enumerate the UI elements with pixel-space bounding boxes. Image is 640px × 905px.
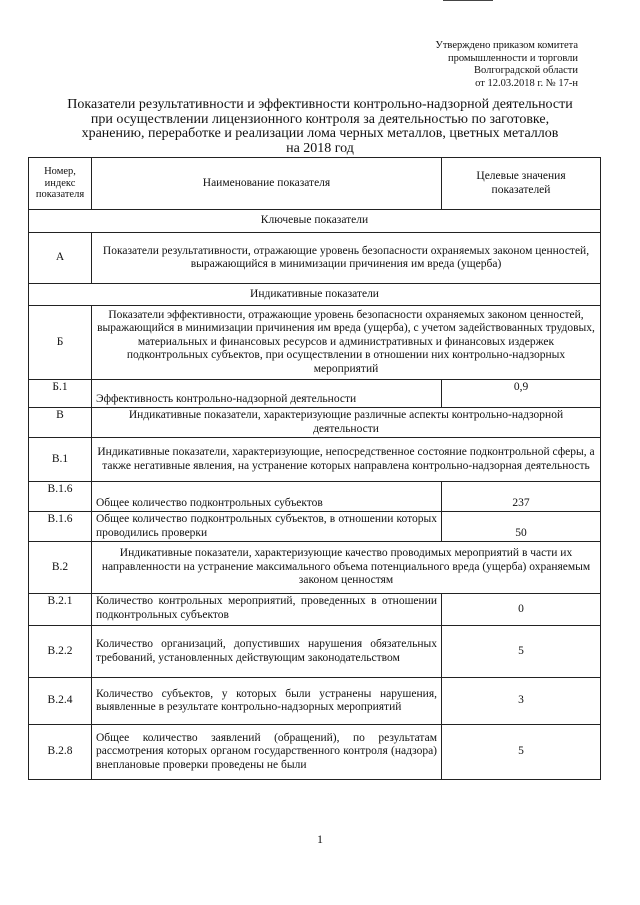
section-row <box>29 210 601 233</box>
row-index: В.1.6 <box>29 512 92 542</box>
row-index: В.2.4 <box>29 678 92 725</box>
approval-line: от 12.03.2018 г. № 17-н <box>475 77 578 89</box>
row-index: В.2 <box>29 542 92 594</box>
page-number: 1 <box>317 832 323 846</box>
row-name: Индикативные показатели, характеризующие различные аспекты контрольно-надзорной деятельности <box>92 408 601 438</box>
row-name: Показатели эффективности, отражающие уровень безопасности охраняемых законом ценностей, выражающийся в минимизации причинения им вреда (ущерба), с учетом задействованных трудовых, материальных и финансовых ресурсов и административных и финансовых издержек подконтрольных субъектов, при осуществлении в отношении них контрольно-надзорных мероприятий <box>92 306 601 380</box>
row-name: Показатели результативности, отражающие уровень безопасности охраняемых законом ценностей, выражающийся в минимизации причинения им вреда (ущерба) <box>92 233 601 284</box>
header-index: Номер, индекс показателя <box>29 158 92 210</box>
document-title <box>20 98 620 156</box>
table-row <box>29 438 601 482</box>
section-key-title: Ключевые показатели <box>29 210 601 233</box>
table-row <box>29 626 601 678</box>
row-name: Количество организаций, допустивших нарушения обязательных требований, установленных действующим законодательством <box>92 626 442 678</box>
table-row <box>29 542 601 594</box>
row-name: Количество субъектов, у которых были устранены нарушения, выявленные в результате контрольно-надзорных мероприятий <box>92 678 442 725</box>
table-row <box>29 380 601 408</box>
title-line: при осуществлении лицензионного контроля за деятельностью по заготовке, <box>90 111 550 127</box>
table-header-row <box>29 158 601 210</box>
row-index: Б <box>29 306 92 380</box>
row-name: Эффективность контрольно-надзорной деятельности <box>92 380 442 408</box>
approval-stamp-text <box>378 40 578 90</box>
row-index: А <box>29 233 92 284</box>
title-line: хранению, переработке и реализации лома черных металлов, цветных металлов <box>81 126 559 141</box>
approval-line: промышленности и торговли <box>447 52 578 64</box>
indicators-table <box>28 157 601 780</box>
table-row <box>29 408 601 438</box>
row-index: В.1 <box>29 438 92 482</box>
table-row <box>29 594 601 626</box>
row-name: Общее количество подконтрольных субъектов, в отношении которых проводились проверки <box>92 512 442 542</box>
row-index: В.1.6 <box>29 482 92 512</box>
row-index: В.2.1 <box>29 594 92 626</box>
row-name: Общее количество подконтрольных субъектов <box>92 482 442 512</box>
title-line: Показатели результативности и эффективности контрольно-надзорной деятельности <box>67 97 573 112</box>
row-index: Б.1 <box>29 380 92 408</box>
row-value: 50 <box>442 512 601 542</box>
row-value: 5 <box>442 725 601 780</box>
table-row <box>29 482 601 512</box>
table-row <box>29 725 601 780</box>
row-value: 0 <box>442 594 601 626</box>
row-name: Общее количество заявлений (обращений), по результатам рассмотрения которых органом государственного контроля (надзора) внеплановые проверки проведены не были <box>92 725 442 780</box>
title-line: на 2018 год <box>286 140 354 156</box>
section-indicative-title: Индикативные показатели <box>29 284 601 306</box>
header-name: Наименование показателя <box>92 158 442 210</box>
approval-line: Утверждено приказом комитета <box>435 40 578 51</box>
scan-edge-line <box>443 0 493 1</box>
table-row <box>29 233 601 284</box>
section-row <box>29 284 601 306</box>
row-index: В <box>29 408 92 438</box>
row-index: В.2.8 <box>29 725 92 780</box>
row-value: 3 <box>442 678 601 725</box>
table-row <box>29 306 601 380</box>
table-row <box>29 512 601 542</box>
row-value: 0,9 <box>442 380 601 408</box>
row-name: Количество контрольных мероприятий, проведенных в отношении подконтрольных субъектов <box>92 594 442 626</box>
row-index: В.2.2 <box>29 626 92 678</box>
row-name: Индикативные показатели, характеризующие качество проводимых мероприятий в части их направленности на устранение максимального объема потенциального вреда (ущерба) охраняемым законом ценностям <box>92 542 601 594</box>
header-target: Целевые значения показателей <box>442 158 601 210</box>
row-value: 5 <box>442 626 601 678</box>
table-row <box>29 678 601 725</box>
approval-line: Волгоградской области <box>473 65 578 76</box>
row-name: Индикативные показатели, характеризующие, непосредственное состояние подконтрольной сферы, а также негативные явления, на устранение которых направлена контрольно-надзорная деятельность <box>92 438 601 482</box>
row-value: 237 <box>442 482 601 512</box>
